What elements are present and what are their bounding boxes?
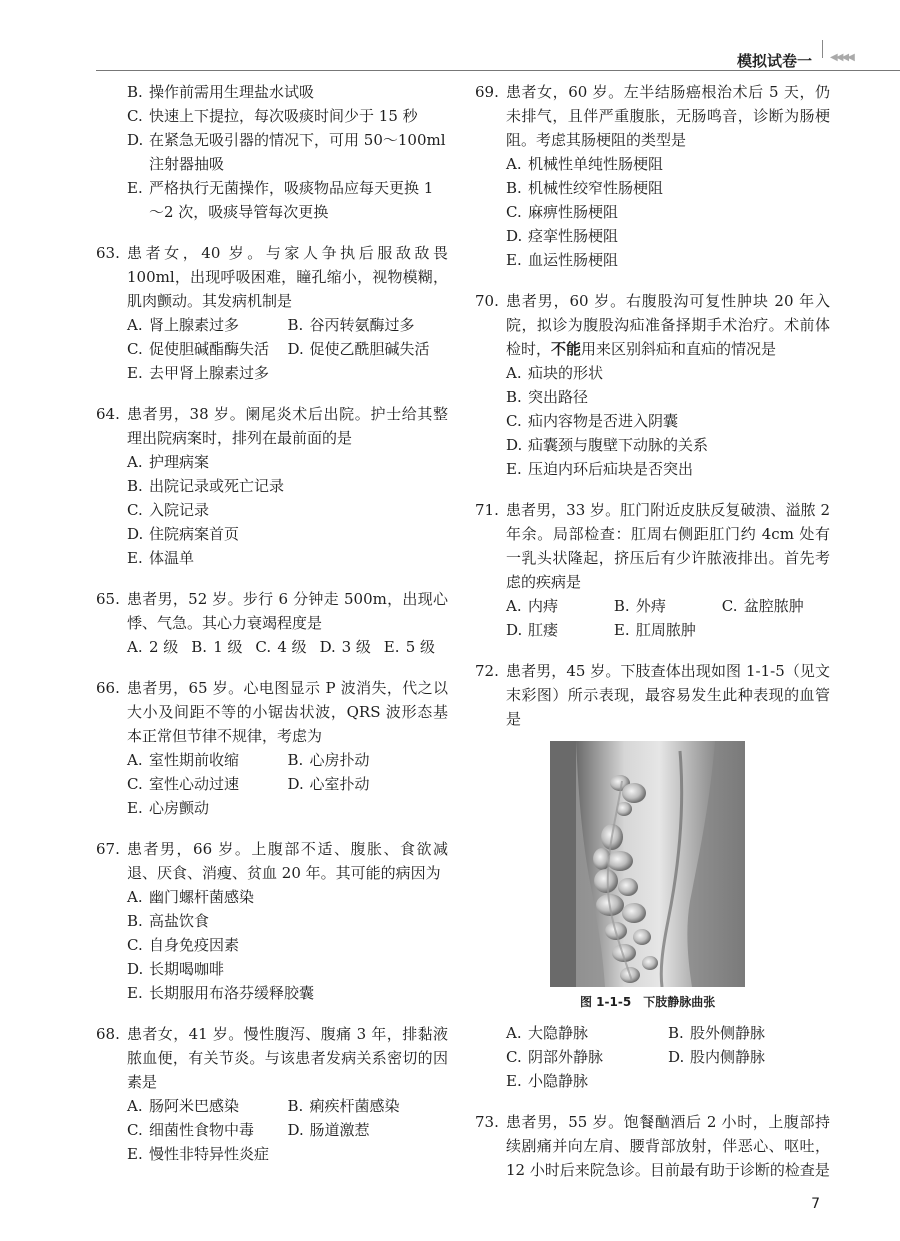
question-69 xyxy=(475,80,830,272)
question-64 xyxy=(96,402,448,570)
question-stem: 患者女，60 岁。左半结肠癌根治术后 5 天，仍未排气，且伴严重腹胀，无肠鸣音，诊断为肠梗阻。考虑其肠梗阻的类型是 xyxy=(506,83,830,149)
question-67 xyxy=(96,837,448,1005)
option-d: D. 住院病案首页 xyxy=(127,525,240,543)
header-rule xyxy=(96,70,900,71)
question-number: 71. xyxy=(475,501,499,519)
option-b: B. 谷丙转氨酶过多 xyxy=(287,316,415,334)
option-d: D. 促使乙酰胆碱失活 xyxy=(287,340,430,358)
question-number: 70. xyxy=(475,292,499,310)
question-number: 67. xyxy=(96,840,120,858)
option-d: D. 心室扑动 xyxy=(287,775,370,793)
option-b: B. 外痔 xyxy=(613,597,666,615)
question-stem: 患者男，52 岁。步行 6 分钟走 500m，出现心悸、气急。其心力衰竭程度是 xyxy=(127,590,448,632)
option-d: D. 3 级 xyxy=(319,638,371,656)
option-a: A. 疝块的形状 xyxy=(506,364,604,382)
question-stem: 患者男，38 岁。阑尾炎术后出院。护士给其整理出院病案时，排列在最前面的是 xyxy=(127,405,448,447)
option-e: E. 去甲肾上腺素过多 xyxy=(127,364,270,382)
option-c: C. 室性心动过速 xyxy=(127,775,240,793)
option-d: D. 长期喝咖啡 xyxy=(127,960,225,978)
question-66 xyxy=(96,676,448,820)
question-number: 73. xyxy=(475,1113,499,1131)
option-d: D. 肠道激惹 xyxy=(287,1121,370,1139)
option-b: B. 心房扑动 xyxy=(287,751,370,769)
option-e: E. 肛周脓肿 xyxy=(613,621,696,639)
option-c: C. 麻痹性肠梗阻 xyxy=(506,203,619,221)
option-c: C. 4 级 xyxy=(255,638,307,656)
page-header xyxy=(0,40,900,72)
option-c: C. 疝内容物是否进入阴囊 xyxy=(506,412,679,430)
option-e: E. 血运性肠梗阻 xyxy=(506,251,619,269)
question-stem: 患者男，66 岁。上腹部不适、腹胀、食欲减退、厌食、消瘦、贫血 20 年。其可能的病因为 xyxy=(127,840,448,882)
question-stem: 患者男，60 岁。右腹股沟可复性肿块 20 年入院，拟诊为腹股沟疝准备择期手术治疗。术前体检时，不能用来区别斜疝和直疝的情况是 xyxy=(506,292,830,358)
option-c: C. 细菌性食物中毒 xyxy=(127,1121,255,1139)
figure-varicose-veins xyxy=(550,741,745,1011)
option-a: A. 内痔 xyxy=(506,597,559,615)
arrow-decoration-icon: ◀◀◀◀ xyxy=(830,52,853,63)
question-number: 64. xyxy=(96,405,120,423)
question-63 xyxy=(96,241,448,385)
question-65 xyxy=(96,587,448,659)
question-number: 72. xyxy=(475,662,499,680)
left-column xyxy=(96,80,448,1183)
question-stem: 患者男，33 岁。肛门附近皮肤反复破溃、溢脓 2 年余。局部检查：肛周右侧距肛门约 4cm 处有一乳头状隆起，挤压后有少许脓液排出。首先考虑的疾病是 xyxy=(506,501,830,591)
option-a: A. 大隐静脉 xyxy=(506,1024,589,1042)
question-71 xyxy=(475,498,830,642)
leg-photo xyxy=(550,741,745,987)
option-b: B. 痢疾杆菌感染 xyxy=(287,1097,400,1115)
option-e: E. 慢性非特异性炎症 xyxy=(127,1145,270,1163)
question-72 xyxy=(475,659,830,1093)
figure-caption xyxy=(580,993,745,1011)
option-e: E. 心房颤动 xyxy=(127,799,210,817)
option-c: C. 快速上下提拉，每次吸痰时间少于 15 秒 xyxy=(127,107,418,125)
option-a: A. 机械性单纯性肠梗阻 xyxy=(506,155,664,173)
question-62-continuation xyxy=(96,80,448,224)
option-d: D. 肛瘘 xyxy=(506,621,559,639)
option-e: E. 体温单 xyxy=(127,549,195,567)
figure-title: 下肢静脉曲张 xyxy=(643,995,716,1009)
option-e: E. 小隐静脉 xyxy=(506,1072,589,1090)
question-number: 65. xyxy=(96,590,120,608)
option-a: A. 护理病案 xyxy=(127,453,210,471)
question-73 xyxy=(475,1110,830,1182)
question-number: 66. xyxy=(96,679,120,697)
question-70 xyxy=(475,289,830,481)
option-d: D. 股内侧静脉 xyxy=(668,1048,766,1066)
option-b: B. 出院记录或死亡记录 xyxy=(127,477,285,495)
option-b: B. 股外侧静脉 xyxy=(668,1024,766,1042)
question-number: 69. xyxy=(475,83,499,101)
option-a: A. 肠阿米巴感染 xyxy=(127,1097,240,1115)
question-number: 68. xyxy=(96,1025,120,1043)
option-c: C. 阴部外静脉 xyxy=(506,1048,604,1066)
option-e: E. 严格执行无菌操作，吸痰物品应每天更换 1～2 次，吸痰导管每次更换 xyxy=(127,179,434,221)
right-column xyxy=(475,80,830,1199)
option-d: D. 疝囊颈与腹壁下动脉的关系 xyxy=(506,436,709,454)
option-c: C. 自身免疫因素 xyxy=(127,936,240,954)
question-stem: 患者男，65 岁。心电图显示 P 波消失，代之以大小及间距不等的小锯齿状波，QRS 波形态基本正常但节律不规律，考虑为 xyxy=(127,679,448,745)
option-a: A. 室性期前收缩 xyxy=(127,751,240,769)
option-c: C. 入院记录 xyxy=(127,501,210,519)
option-c: C. 盆腔脓肿 xyxy=(721,597,804,615)
option-a: A. 幽门螺杆菌感染 xyxy=(127,888,255,906)
option-e: E. 长期服用布洛芬缓释胶囊 xyxy=(127,984,315,1002)
page-number: 7 xyxy=(811,1196,820,1212)
option-e: E. 5 级 xyxy=(383,638,436,656)
option-c: C. 促使胆碱酯酶失活 xyxy=(127,340,270,358)
question-stem: 患者女，41 岁。慢性腹泻、腹痛 3 年，排黏液脓血便，有关节炎。与该患者发病关系密切的因素是 xyxy=(127,1025,448,1091)
option-a: A. 2 级 xyxy=(127,638,179,656)
option-d: D. 痉挛性肠梗阻 xyxy=(506,227,619,245)
option-d: D. 在紧急无吸引器的情况下，可用 50～100ml 注射器抽吸 xyxy=(127,131,446,173)
question-number: 63. xyxy=(96,244,120,262)
option-b: B. 突出路径 xyxy=(506,388,589,406)
option-a: A. 肾上腺素过多 xyxy=(127,316,240,334)
figure-label: 图 1-1-5 xyxy=(580,995,632,1009)
question-stem: 患者女，40 岁。与家人争执后服敌敌畏 100ml，出现呼吸困难，瞳孔缩小，视物模糊，肌肉颤动。其发病机制是 xyxy=(127,244,448,310)
question-stem: 患者男，45 岁。下肢查体出现如图 1-1-5（见文末彩图）所示表现，最容易发生此种表现的血管是 xyxy=(506,662,830,728)
option-b: B. 操作前需用生理盐水试吸 xyxy=(127,83,315,101)
section-title: 模拟试卷一 xyxy=(736,52,812,70)
option-b: B. 1 级 xyxy=(191,638,243,656)
option-b: B. 机械性绞窄性肠梗阻 xyxy=(506,179,664,197)
option-b: B. 高盐饮食 xyxy=(127,912,210,930)
option-e: E. 压迫内环后疝块是否突出 xyxy=(506,460,694,478)
question-stem: 患者男，55 岁。饱餐酗酒后 2 小时，上腹部持续剧痛并向左肩、腰背部放射，伴恶心、呕吐，12 小时后来院急诊。目前最有助于诊断的检查是 xyxy=(506,1113,830,1179)
question-68 xyxy=(96,1022,448,1166)
emphasis-not: 不能 xyxy=(551,340,582,358)
